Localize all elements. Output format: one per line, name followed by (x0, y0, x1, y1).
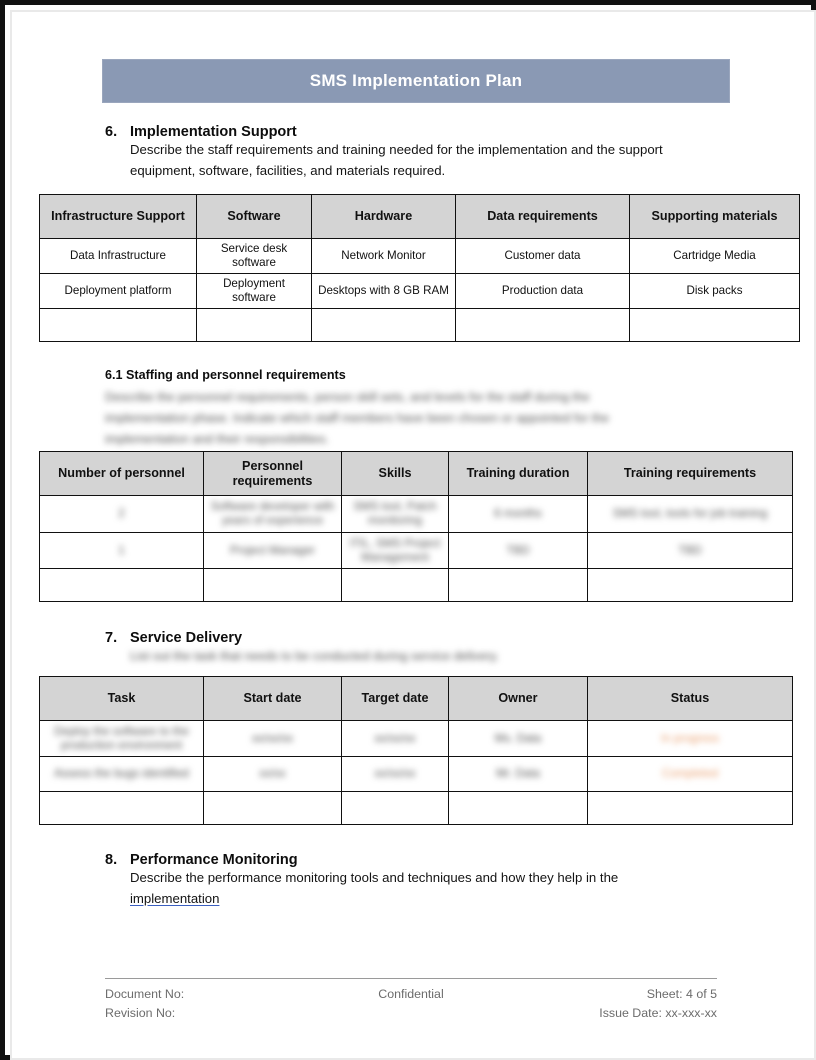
document-title-text: SMS Implementation Plan (309, 71, 523, 90)
table-row (40, 533, 793, 569)
cell-hardware[interactable]: Desktops with 8 GB RAM (312, 274, 456, 309)
column-header-status: Status (588, 677, 793, 721)
redacted-value: Deploy the software to the production environment (54, 724, 189, 752)
cell-supporting-materials[interactable] (630, 309, 800, 342)
cell-infrastructure[interactable]: Deployment platform (40, 274, 197, 309)
column-header-start-date: Start date (204, 677, 342, 721)
redacted-value: TBD (678, 543, 702, 557)
table-header-row (40, 452, 793, 496)
column-header-personnel-requirements: Personnel requirements (204, 452, 342, 496)
cell-skills[interactable] (342, 533, 449, 569)
cell-start-date[interactable] (204, 721, 342, 757)
redacted-value: Software developer with years of experience (210, 500, 335, 527)
footer-issue-date: Issue Date: xx-xxx-xx (599, 1006, 717, 1020)
section-6 (105, 124, 705, 181)
redacted-line: implementation phase. Indicate which staff members have been chosen or appointed for the (105, 411, 609, 425)
service-delivery-table (39, 676, 793, 825)
document-title-banner (102, 59, 730, 103)
staffing-requirements-table (39, 451, 793, 602)
redacted-value: 1 (118, 543, 125, 557)
section-6-number: 6. (105, 124, 118, 140)
column-header-number-of-personnel: Number of personnel (40, 452, 204, 496)
cell-hardware[interactable]: Network Monitor (312, 239, 456, 274)
cell-personnel-requirements[interactable] (204, 496, 342, 533)
cell-status[interactable] (588, 721, 793, 757)
redacted-value: 6 months (494, 507, 542, 520)
table-row (40, 274, 800, 309)
cell-owner[interactable] (449, 757, 588, 792)
cell-data-requirements[interactable]: Production data (456, 274, 630, 309)
column-header-owner: Owner (449, 677, 588, 721)
cell-data-requirements[interactable]: Customer data (456, 239, 630, 274)
footer-row-bottom (105, 1004, 717, 1023)
cell-status[interactable] (588, 757, 793, 792)
redacted-value: xx/xx/xx (374, 767, 416, 780)
cell-training-duration[interactable] (449, 496, 588, 533)
section-8-number: 8. (105, 852, 118, 868)
section-8-body-text: Describe the performance monitoring tools and techniques and how they help in the (130, 870, 619, 885)
redacted-value: ITIL, SMS Project Management (349, 536, 441, 564)
cell-software[interactable]: Deployment software (197, 274, 312, 309)
table-row (40, 757, 793, 792)
section-6-body: Describe the staff requirements and training needed for the implementation and the support equipment, software, facilities, and materials required. (130, 142, 663, 178)
column-header-data-requirements: Data requirements (456, 195, 630, 239)
redacted-value: Mr. Data (496, 767, 540, 780)
column-header-skills: Skills (342, 452, 449, 496)
column-header-task: Task (40, 677, 204, 721)
redacted-value: TBD (506, 543, 530, 557)
cell-software[interactable] (197, 309, 312, 342)
cell-software[interactable]: Service desk software (197, 239, 312, 274)
cell-skills[interactable] (342, 496, 449, 533)
redacted-line: implementation and their responsibilities. (105, 432, 329, 446)
redacted-line: Describe the personnel requirements, person skill sets, and levels for the staff during the (105, 390, 590, 404)
cell-hardware[interactable] (312, 309, 456, 342)
cell-target-date[interactable] (342, 757, 449, 792)
section-7 (105, 630, 705, 667)
cell-status[interactable] (588, 792, 793, 825)
footer-row-top (105, 985, 717, 1004)
cell-supporting-materials[interactable]: Cartridge Media (630, 239, 800, 274)
footer-confidential: Confidential (378, 987, 444, 1001)
column-header-target-date: Target date (342, 677, 449, 721)
cell-task[interactable] (40, 757, 204, 792)
misspelled-word[interactable]: implementation (130, 890, 220, 906)
redacted-value: SMS tool, tools for job training (612, 507, 768, 520)
redacted-value: xx/xx (259, 767, 286, 780)
column-header-training-duration: Training duration (449, 452, 588, 496)
cell-start-date[interactable] (204, 792, 342, 825)
cell-owner[interactable] (449, 792, 588, 825)
redacted-value: 2 (118, 507, 125, 520)
cell-data-requirements[interactable] (456, 309, 630, 342)
cell-owner[interactable] (449, 721, 588, 757)
cell-start-date[interactable] (204, 757, 342, 792)
cell-skills[interactable] (342, 569, 449, 602)
section-8-title: Performance Monitoring (130, 852, 298, 868)
cell-training-duration[interactable] (449, 533, 588, 569)
cell-training-requirements[interactable] (588, 496, 793, 533)
redacted-value: Ms. Data (494, 731, 542, 745)
page-footer (105, 978, 717, 1023)
redacted-value: xx/xx/xx (251, 731, 294, 745)
cell-training-requirements[interactable] (588, 533, 793, 569)
redacted-value: xx/xx/xx (374, 731, 416, 745)
footer-revision-no: Revision No: (105, 1006, 176, 1020)
table-row (40, 721, 793, 757)
table-row (40, 496, 793, 533)
redacted-line: List out the task that needs to be conducted during service delivery. (130, 649, 499, 663)
cell-infrastructure[interactable] (40, 309, 197, 342)
section-6-heading (105, 124, 705, 140)
cell-target-date[interactable] (342, 721, 449, 757)
table-row (40, 239, 800, 274)
redacted-value: Assess the bugs identified (54, 767, 189, 780)
column-header-software: Software (197, 195, 312, 239)
status-badge: In progress (661, 731, 719, 745)
document-page (12, 12, 814, 1058)
footer-document-no: Document No: (105, 987, 185, 1001)
section-6-title: Implementation Support (130, 124, 297, 140)
cell-number-of-personnel[interactable] (40, 496, 204, 533)
footer-sheet-number: Sheet: 4 of 5 (646, 987, 717, 1001)
page-inner-border (10, 10, 816, 1060)
column-header-infrastructure-support: Infrastructure Support (40, 195, 197, 239)
cell-target-date[interactable] (342, 792, 449, 825)
cell-infrastructure[interactable]: Data Infrastructure (40, 239, 197, 274)
section-7-heading (105, 630, 705, 646)
section-6-1-body-redacted (105, 387, 705, 450)
redacted-value: SMS tool, Patch monitoring (353, 500, 437, 527)
status-badge: Completed (661, 767, 719, 780)
section-6-1-heading: 6.1 Staffing and personnel requirements (105, 368, 346, 382)
table-header-row (40, 677, 793, 721)
cell-personnel-requirements[interactable] (204, 533, 342, 569)
column-header-hardware: Hardware (312, 195, 456, 239)
cell-training-requirements[interactable] (588, 569, 793, 602)
section-7-title: Service Delivery (130, 630, 243, 646)
infrastructure-support-table (39, 194, 800, 342)
cell-training-duration[interactable] (449, 569, 588, 602)
cell-number-of-personnel[interactable] (40, 569, 204, 602)
table-header-row (40, 195, 800, 239)
cell-task[interactable] (40, 792, 204, 825)
cell-task[interactable] (40, 721, 204, 757)
cell-number-of-personnel[interactable] (40, 533, 204, 569)
table-row-empty (40, 569, 793, 602)
redacted-value: Project Manager (229, 543, 316, 557)
section-7-body-redacted (130, 646, 600, 667)
column-header-training-requirements: Training requirements (588, 452, 793, 496)
cell-supporting-materials[interactable]: Disk packs (630, 274, 800, 309)
section-7-number: 7. (105, 630, 118, 646)
section-8-body (130, 868, 700, 909)
cell-personnel-requirements[interactable] (204, 569, 342, 602)
redacted-paragraph (105, 387, 685, 450)
table-row-empty (40, 309, 800, 342)
section-8 (105, 852, 725, 909)
table-row-empty (40, 792, 793, 825)
column-header-supporting-materials: Supporting materials (630, 195, 800, 239)
section-8-heading (105, 852, 725, 868)
